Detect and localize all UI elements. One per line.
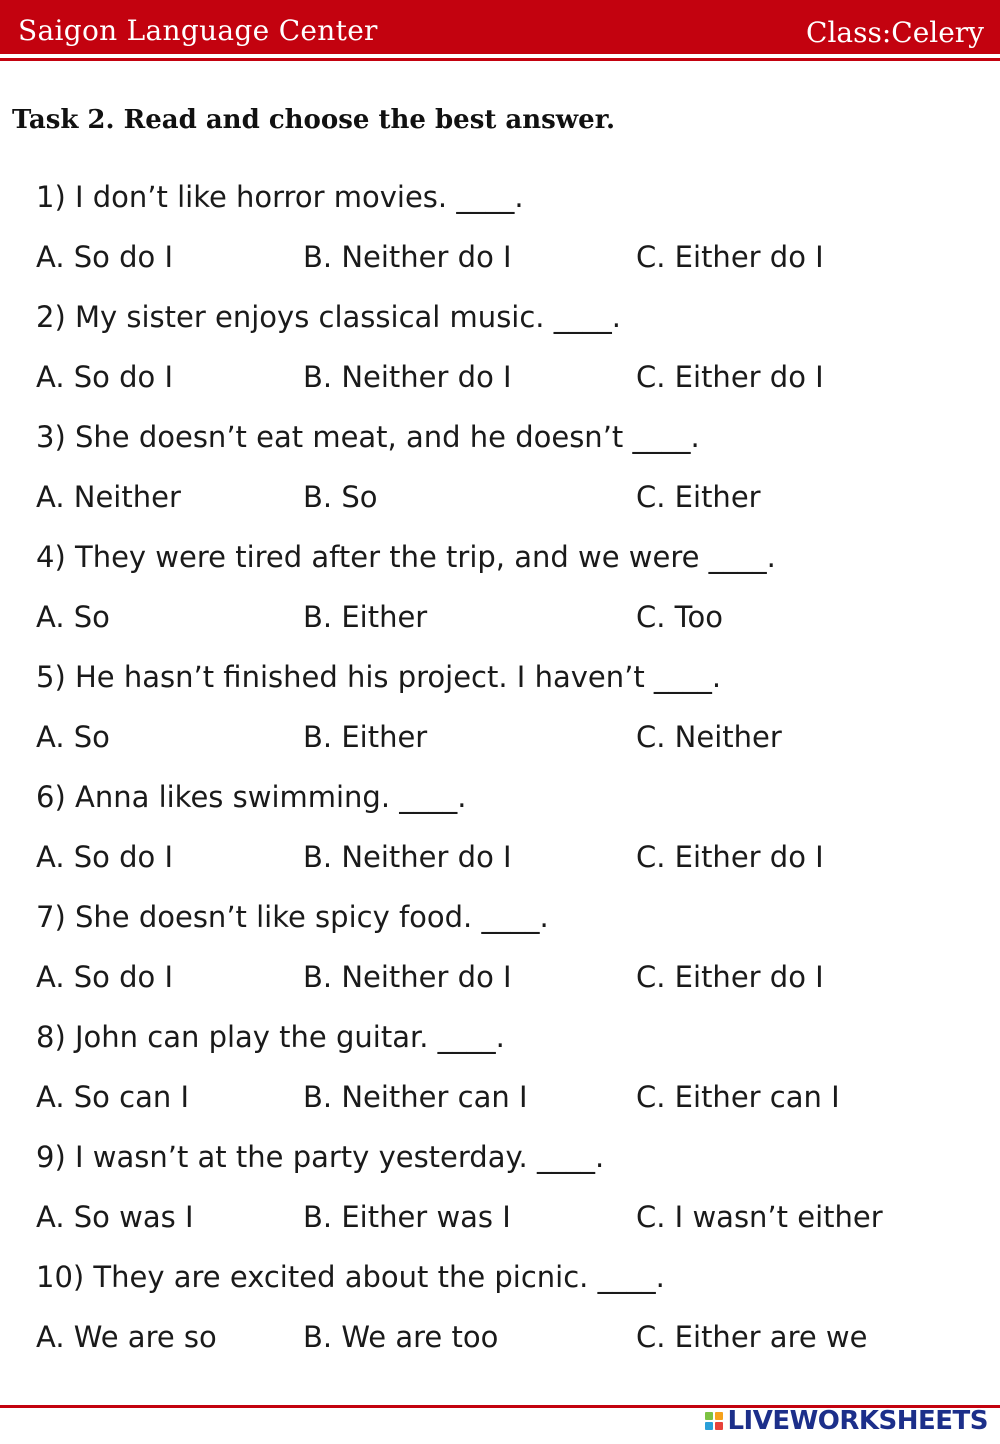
answer-options xyxy=(36,590,986,650)
option-a[interactable]: A. So xyxy=(36,600,110,634)
option-c[interactable]: C. Either can I xyxy=(636,1080,840,1114)
option-b[interactable]: B. So xyxy=(303,480,378,514)
question-list xyxy=(36,170,986,1370)
class-label: Class:Celery xyxy=(806,16,984,49)
question-text: 3) She doesn’t eat meat, and he doesn’t ____. xyxy=(36,420,700,454)
question-text: 6) Anna likes swimming. ____. xyxy=(36,780,467,814)
question-2 xyxy=(36,290,986,410)
option-c[interactable]: C. Either do I xyxy=(636,960,824,994)
option-b[interactable]: B. Neither can I xyxy=(303,1080,528,1114)
option-b[interactable]: B. We are too xyxy=(303,1320,499,1354)
option-b[interactable]: B. Neither do I xyxy=(303,360,512,394)
liveworksheets-logo xyxy=(705,1406,988,1436)
option-a[interactable]: A. So xyxy=(36,720,110,754)
option-b[interactable]: B. Neither do I xyxy=(303,840,512,874)
option-a[interactable]: A. So do I xyxy=(36,360,174,394)
answer-options xyxy=(36,230,986,290)
option-c[interactable]: C. Neither xyxy=(636,720,782,754)
question-text: 8) John can play the guitar. ____. xyxy=(36,1020,505,1054)
question-text: 4) They were tired after the trip, and we were ____. xyxy=(36,540,776,574)
question-text: 9) I wasn’t at the party yesterday. ____. xyxy=(36,1140,605,1174)
answer-options xyxy=(36,350,986,410)
option-c[interactable]: C. Either do I xyxy=(636,240,824,274)
question-text: 10) They are excited about the picnic. ____. xyxy=(36,1260,665,1294)
answer-options xyxy=(36,1190,986,1250)
option-b[interactable]: B. Either xyxy=(303,720,428,754)
question-3 xyxy=(36,410,986,530)
option-c[interactable]: C. Either are we xyxy=(636,1320,868,1354)
answer-options xyxy=(36,1310,986,1370)
header-divider xyxy=(0,58,1000,61)
option-b[interactable]: B. Neither do I xyxy=(303,240,512,274)
question-text: 2) My sister enjoys classical music. ____. xyxy=(36,300,621,334)
question-10 xyxy=(36,1250,986,1370)
option-a[interactable]: A. So do I xyxy=(36,240,174,274)
logo-text: LIVEWORKSHEETS xyxy=(727,1406,988,1436)
question-7 xyxy=(36,890,986,1010)
question-5 xyxy=(36,650,986,770)
answer-options xyxy=(36,950,986,1010)
question-9 xyxy=(36,1130,986,1250)
task-title: Task 2. Read and choose the best answer. xyxy=(12,105,616,135)
option-b[interactable]: B. Neither do I xyxy=(303,960,512,994)
question-text: 5) He hasn’t finished his project. I haven’t ____. xyxy=(36,660,722,694)
answer-options xyxy=(36,710,986,770)
option-c[interactable]: C. Either xyxy=(636,480,761,514)
option-b[interactable]: B. Either was I xyxy=(303,1200,511,1234)
center-name: Saigon Language Center xyxy=(18,14,378,47)
answer-options xyxy=(36,830,986,890)
question-text: 7) She doesn’t like spicy food. ____. xyxy=(36,900,549,934)
liveworksheets-logo-icon xyxy=(705,1412,723,1430)
option-c[interactable]: C. Too xyxy=(636,600,723,634)
option-b[interactable]: B. Either xyxy=(303,600,428,634)
option-c[interactable]: C. I wasn’t either xyxy=(636,1200,883,1234)
question-text: 1) I don’t like horror movies. ____. xyxy=(36,180,524,214)
question-4 xyxy=(36,530,986,650)
option-a[interactable]: A. So do I xyxy=(36,840,174,874)
option-a[interactable]: A. So was I xyxy=(36,1200,194,1234)
answer-options xyxy=(36,1070,986,1130)
option-a[interactable]: A. So can I xyxy=(36,1080,190,1114)
option-c[interactable]: C. Either do I xyxy=(636,360,824,394)
option-a[interactable]: A. Neither xyxy=(36,480,181,514)
option-a[interactable]: A. So do I xyxy=(36,960,174,994)
question-1 xyxy=(36,170,986,290)
question-8 xyxy=(36,1010,986,1130)
option-c[interactable]: C. Either do I xyxy=(636,840,824,874)
question-6 xyxy=(36,770,986,890)
answer-options xyxy=(36,470,986,530)
option-a[interactable]: A. We are so xyxy=(36,1320,217,1354)
